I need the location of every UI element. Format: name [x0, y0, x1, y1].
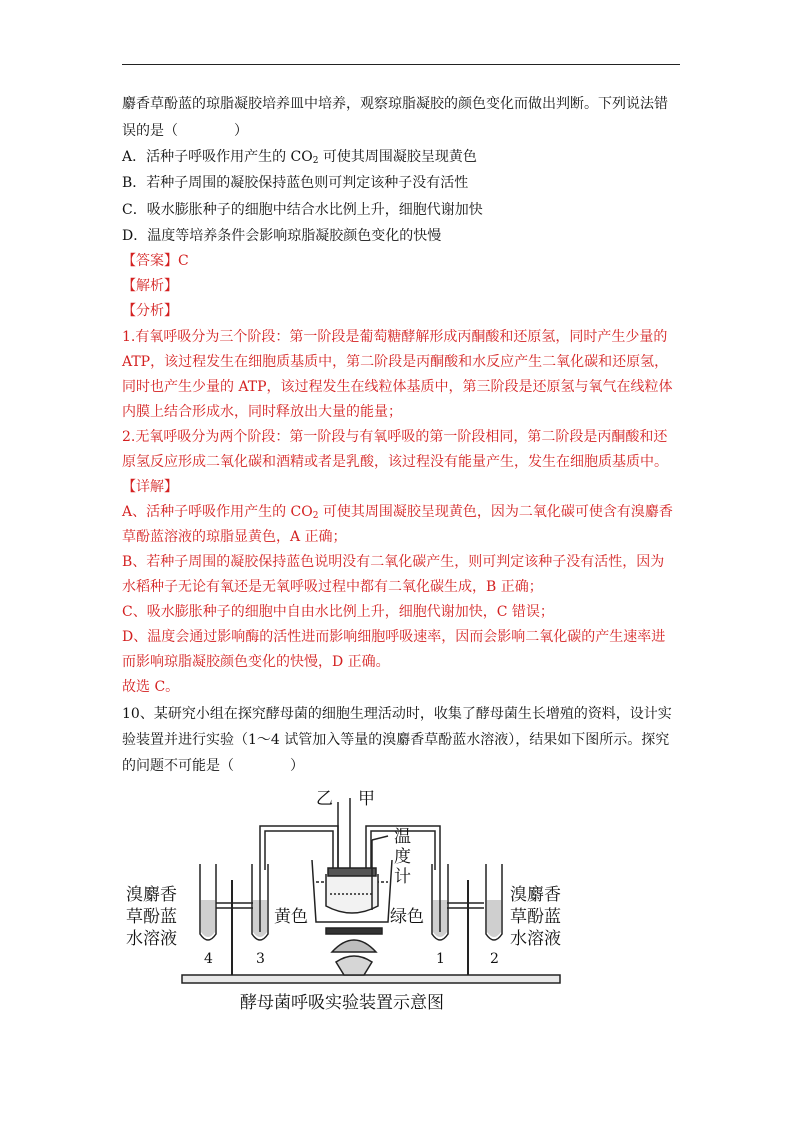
q10-line3: 的问题不可能是（ ）	[122, 758, 304, 774]
label-tube-3: 3	[256, 951, 265, 967]
analysis-line-2: ATP，该过程发生在细胞质基质中，第二阶段是丙酮酸和水反应产生二氧化碳和还原氢，	[122, 354, 669, 370]
label-right-1: 溴麝香	[510, 885, 561, 905]
label-right-3: 水溶液	[510, 929, 561, 949]
detail-d-line-2: 而影响琼脂凝胶颜色变化的快慢，D 正确。	[122, 654, 390, 670]
q10-line2: 验装置并进行实验（1～4 试管加入等量的溴麝香草酚蓝水溶液），结果如下图所示。探究	[122, 732, 670, 748]
label-thermo-1: 温	[394, 827, 411, 847]
q10-line1: 10、某研究小组在探究酵母菌的细胞生理活动时，收集了酵母菌生长增殖的资料，设计实	[122, 706, 672, 722]
detail-label: 【详解】	[122, 479, 178, 495]
q9-option-c: C．吸水膨胀种子的细胞中结合水比例上升，细胞代谢加快	[122, 202, 483, 218]
label-thermo-2: 度	[394, 847, 411, 867]
label-left-2: 草酚蓝	[126, 907, 177, 927]
q9-option-b: B．若种子周围的凝胶保持蓝色则可判定该种子没有活性	[122, 175, 469, 191]
label-right-2: 草酚蓝	[510, 907, 561, 927]
detail-a-line-1: A、活种子呼吸作用产生的 $CO_2$ 可使其周围凝胶呈现黄色，因为二氧化碳可使含有溴麝香	[122, 504, 673, 521]
heater-plate	[326, 928, 382, 934]
label-tube-4: 4	[204, 951, 213, 967]
figure-caption: 酵母菌呼吸实验装置示意图	[240, 993, 444, 1013]
detail-b-line-2: 水稻种子无论有氧还是无氧呼吸过程中都有二氧化碳生成，B 正确；	[122, 579, 543, 595]
q9-stem-line1: 麝香草酚蓝的琼脂凝胶培养皿中培养，观察琼脂凝胶的颜色变化而做出判断。下列说法错	[122, 96, 668, 112]
detail-b-line-1: B、若种子周围的凝胶保持蓝色说明没有二氧化碳产生，则可判定该种子没有活性，因为	[122, 554, 665, 570]
fenxi-label: 【分析】	[122, 303, 178, 319]
label-thermo-3: 计	[394, 867, 411, 887]
yeast-respiration-apparatus-figure	[120, 782, 680, 1017]
analysis-line-6: 原氢反应形成二氧化碳和酒精或者是乳酸，该过程没有能量产生，发生在细胞质基质中。	[122, 454, 668, 470]
label-jia: 甲	[358, 789, 375, 809]
analysis-line-4: 内膜上结合形成水，同时释放出大量的能量；	[122, 404, 402, 420]
base-plate	[182, 975, 560, 983]
apparatus-diagram	[120, 782, 680, 1017]
label-left-3: 水溶液	[126, 929, 177, 949]
label-left-1: 溴麝香	[126, 885, 177, 905]
q9-option-a: A．活种子呼吸作用产生的 $CO_2$ 可使其周围凝胶呈现黄色	[122, 149, 477, 166]
label-tube-1: 1	[436, 951, 445, 967]
header-rule	[122, 64, 680, 65]
analysis-line-3: 同时也产生少量的 ATP，该过程发生在线粒体基质中，第三阶段是还原氢与氧气在线粒体	[122, 379, 673, 395]
detail-d-line-1: D、温度会通过影响酶的活性进而影响细胞呼吸速率，因而会影响二氧化碳的产生速率进	[122, 629, 666, 645]
analysis-line-5: 2.无氧呼吸分为两个阶段：第一阶段与有氧呼吸的第一阶段相同，第二阶段是丙酮酸和还	[122, 429, 668, 445]
label-yi: 乙	[316, 789, 333, 809]
label-tube-2: 2	[490, 951, 499, 967]
conclusion: 故选 C。	[122, 679, 180, 695]
q9-stem-line2: 误的是（ ）	[122, 123, 248, 139]
label-green: 绿色	[390, 907, 424, 927]
analysis-label: 【解析】	[122, 278, 178, 294]
analysis-line-1: 1.有氧呼吸分为三个阶段：第一阶段是葡萄糖酵解形成丙酮酸和还原氢，同时产生少量的	[122, 329, 668, 345]
detail-c-line: C、吸水膨胀种子的细胞中自由水比例上升，细胞代谢加快，C 错误；	[122, 604, 554, 620]
q9-option-d: D．温度等培养条件会影响琼脂凝胶颜色变化的快慢	[122, 228, 442, 244]
answer-line: 【答案】C	[122, 253, 189, 269]
detail-a-line-2: 草酚蓝溶液的琼脂显黄色，A 正确；	[122, 529, 347, 545]
label-yellow: 黄色	[274, 907, 308, 927]
flame-burner	[332, 940, 376, 952]
